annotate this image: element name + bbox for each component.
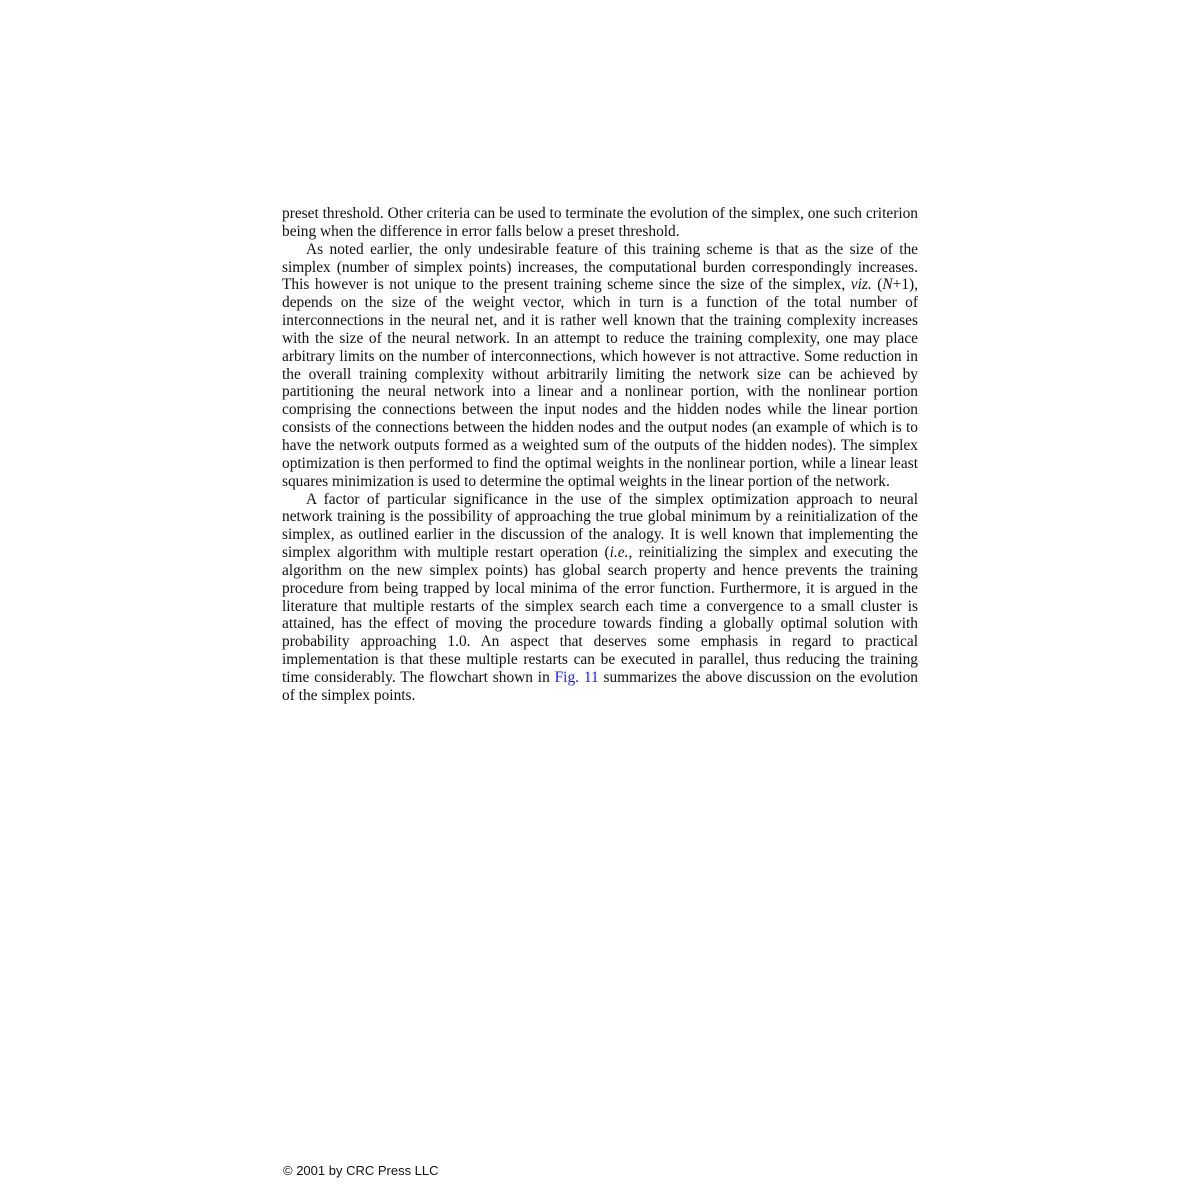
paragraph-2-text-a: As noted earlier, the only undesirable feature of this training scheme is that as the size of the simplex (number of simplex points) increases, the computational burden correspondingly increases. This however is not unique to the present training scheme since the size of the simplex, bbox=[282, 240, 918, 294]
paragraph-3-text-a: A factor of particular significance in the use of the simplex optimization approach to neural network training is the possibility of approaching the true global minimum by a reinitialization of the simplex, as outlined earlier in the discussion of the analogy. It is well known that implementing the simplex algorithm with multiple restart operation ( bbox=[282, 490, 918, 562]
paragraph-1-text: preset threshold. Other criteria can be used to terminate the evolution of the simplex, one such criterion being when the difference in error falls below a preset threshold. bbox=[282, 205, 918, 240]
body-text bbox=[282, 205, 918, 705]
copyright-footer: © 2001 by CRC Press LLC bbox=[283, 1163, 439, 1178]
viz-italic: viz. bbox=[850, 276, 872, 294]
paragraph-2-text-b: +1), depends on the size of the weight vector, which in turn is a function of the total number of interconnections in the neural net, and it is rather well known that the training complexity increases with the size of the neural network. In an attempt to reduce the training complexity, one may place arbitrary limits on the number of interconnections, which however is not attractive. Some reduction in the overall training complexity without arbitrarily limiting the network size can be achieved by partitioning the neural network into a linear and a nonlinear portion, with the nonlinear portion comprising the connections between the input nodes and the hidden nodes while the linear portion consists of the connections between the hidden nodes and the output nodes (an example of which is to have the network outputs formed as a weighted sum of the outputs of the hidden nodes). The simplex optimization is then performed to find the optimal weights in the nonlinear portion, while a linear least squares minimization is used to determine the optimal weights in the linear portion of the network. bbox=[282, 276, 918, 490]
n-italic: N bbox=[882, 276, 893, 294]
paragraph-3 bbox=[282, 491, 918, 705]
paragraph-2 bbox=[282, 241, 918, 491]
paragraph-3-text-b: , reinitializing the simplex and executing the algorithm on the new simplex points) has global search property and hence prevents the training procedure from being trapped by local minima of the error function. Furthermore, it is argued in the literature that multiple restarts of the simplex search each time a convergence to a small cluster is attained, has the effect of moving the procedure towards finding a globally optimal solution with probability approaching 1.0. An aspect that deserves some emphasis in regard to practical implementation is that these multiple restarts can be executed in parallel, thus reducing the training time considerably. The flowchart shown in bbox=[282, 544, 918, 686]
ie-italic: i.e. bbox=[609, 544, 629, 562]
paragraph-3-text-c: summarizes the above discussion on the evolution of the simplex points. bbox=[282, 668, 918, 704]
figure-11-link[interactable]: Fig. 11 bbox=[554, 668, 599, 686]
paragraph-2-paren: ( bbox=[871, 276, 883, 294]
paragraph-1 bbox=[282, 205, 918, 241]
